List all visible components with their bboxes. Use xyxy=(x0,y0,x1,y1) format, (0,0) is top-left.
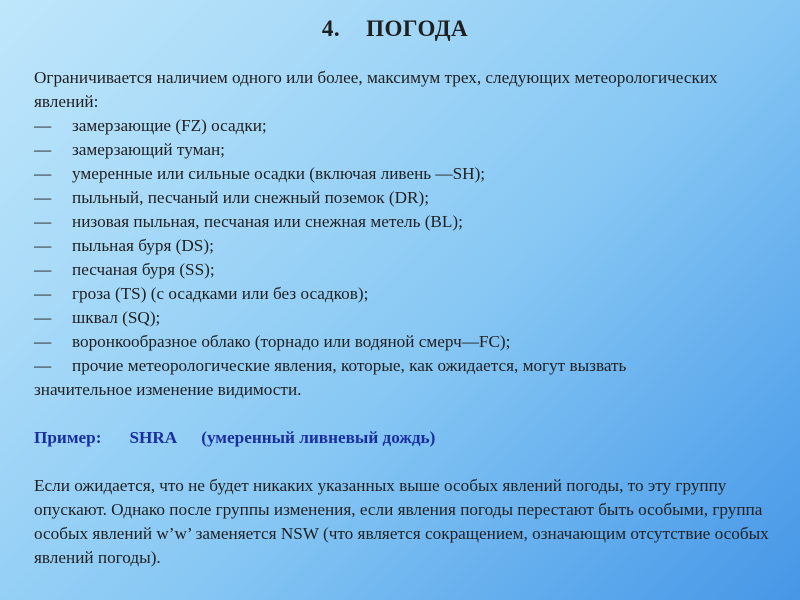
example-code: SHRA xyxy=(129,428,178,447)
list-item-text: шквал (SQ); xyxy=(72,308,161,327)
list-item-continuation: значительное изменение видимости. xyxy=(34,380,302,399)
list-dash: — xyxy=(34,164,52,183)
list-item-text: низовая пыльная, песчаная или снежная метель (BL); xyxy=(72,212,463,231)
example-line xyxy=(34,426,784,450)
list-dash: — xyxy=(34,308,52,327)
list-item-text: гроза (TS) (с осадками или без осадков); xyxy=(72,284,369,303)
list-item xyxy=(34,234,784,258)
list-item xyxy=(34,186,784,210)
list-item-text: умеренные или сильные осадки (включая ливень —SH); xyxy=(72,164,486,183)
example-description: (умеренный ливневый дождь) xyxy=(201,428,436,447)
list-item xyxy=(34,330,784,354)
list-dash: — xyxy=(34,140,52,159)
list-item xyxy=(34,354,784,378)
list-item xyxy=(34,210,784,234)
list-item-text: замерзающий туман; xyxy=(72,140,225,159)
spacer xyxy=(34,450,784,474)
intro-paragraph: Ограничивается наличием одного или более, максимум трех, следующих метеорологических явлений: xyxy=(34,68,718,111)
list-dash: — xyxy=(34,284,52,303)
list-item xyxy=(34,138,784,162)
list-item-text: песчаная буря (SS); xyxy=(72,260,215,279)
list-item xyxy=(34,162,784,186)
list-dash: — xyxy=(34,116,52,135)
phenomena-list xyxy=(34,114,784,402)
list-item xyxy=(34,282,784,306)
list-item-text: замерзающие (FZ) осадки; xyxy=(72,116,267,135)
slide-body xyxy=(34,66,784,570)
slide-title xyxy=(0,16,790,42)
section-number: 4. xyxy=(321,16,341,41)
list-dash: — xyxy=(34,356,52,375)
note-paragraph: Если ожидается, что не будет никаких указанных выше особых явлений погоды, то эту группу опускают. Однако после группы изменения, если явления погоды перестают быть особыми, группа особых явлений w’w’ заменяется NSW (что является сокращением, означающим отсутствие особых явлений погоды). xyxy=(34,476,769,567)
list-dash: — xyxy=(34,236,52,255)
list-item xyxy=(34,258,784,282)
list-item-text: воронкообразное облако (торнадо или водяной смерч—FC); xyxy=(72,332,511,351)
list-item-text: пыльная буря (DS); xyxy=(72,236,214,255)
spacer xyxy=(34,402,784,426)
list-dash: — xyxy=(34,212,52,231)
example-label: Пример: xyxy=(34,428,102,447)
list-item-text: прочие метеорологические явления, которые, как ожидается, могут вызвать xyxy=(72,356,627,375)
section-title: ПОГОДА xyxy=(366,16,469,41)
list-item xyxy=(34,306,784,330)
list-dash: — xyxy=(34,188,52,207)
list-dash: — xyxy=(34,332,52,351)
list-dash: — xyxy=(34,260,52,279)
list-item-text: пыльный, песчаный или снежный поземок (DR); xyxy=(72,188,430,207)
list-item xyxy=(34,114,784,138)
